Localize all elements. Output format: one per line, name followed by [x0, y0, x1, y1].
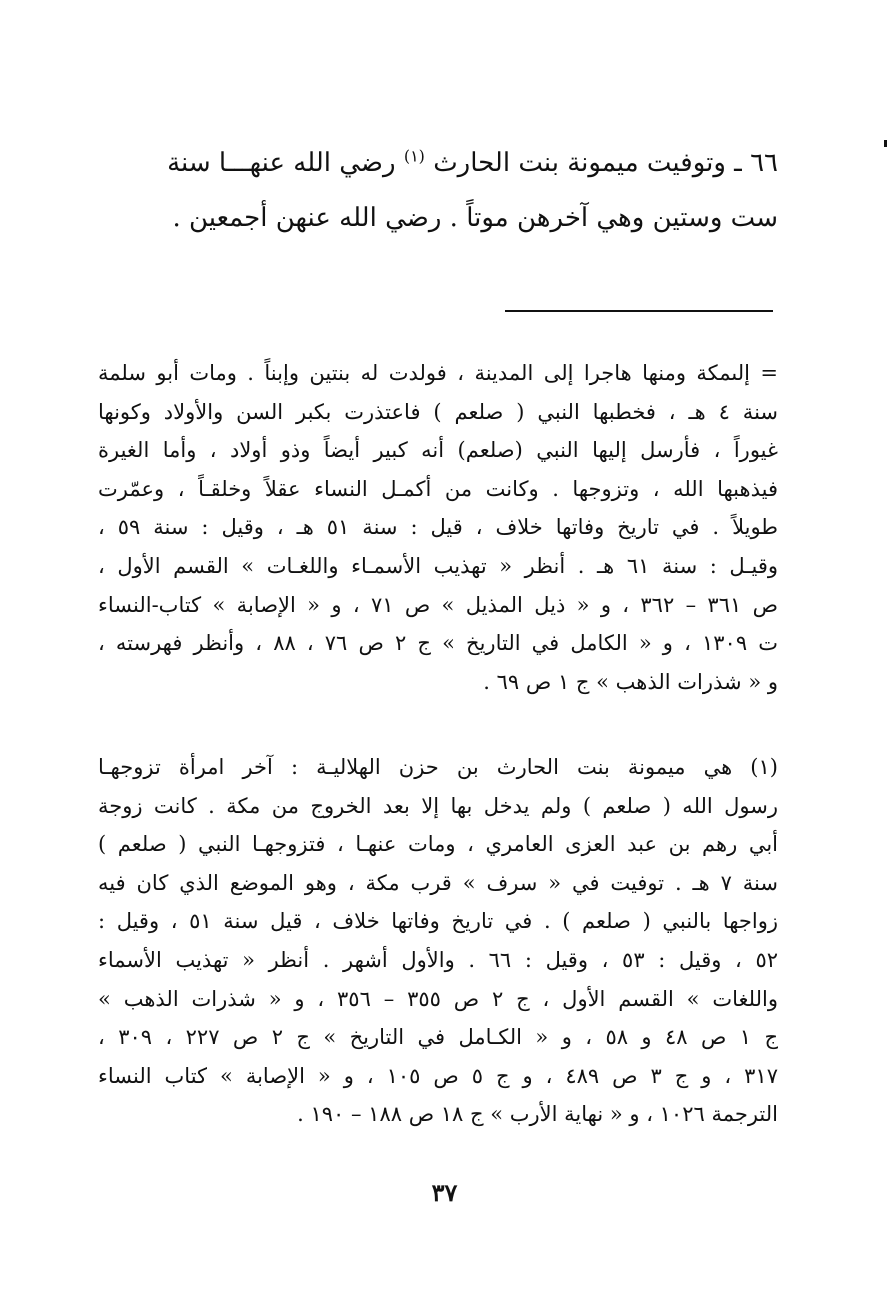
footnote-continuation	[98, 354, 778, 701]
footnote-continuation-line: = إلىمكة ومنها هاجرا إلى المدينة ، فولدت له بنتين وإبناً . ومات أبو سلمة	[98, 361, 778, 385]
footnote-1-line: واللغات » القسم الأول ، ج ٢ ص ٣٥٥ – ٣٥٦ ، و « شذرات الذهب »	[98, 986, 778, 1011]
footnote-separator	[505, 310, 773, 312]
footnote-1-line: سنة ٧ هـ . توفيت في « سرف » قرب مكة ، وهو الموضع الذي كان فيه	[98, 870, 778, 895]
page-number: ٣٧	[431, 1178, 458, 1207]
footnote-continuation-line: سنة ٤ هـ ، فخطبها النبي ( صلعم ) فاعتذرت بكبر السن والأولاد وكونها	[98, 399, 778, 424]
footnote-continuation-line: و « شذرات الذهب » ج ١ ص ٦٩ .	[483, 669, 778, 694]
footnote-continuation-line: ص ٣٦١ – ٣٦٢ ، و « ذيل المذيل » ص ٧١ ، و « الإصابة » كتاب-النساء	[98, 592, 778, 617]
footnote-1	[98, 748, 778, 1134]
main-line-1	[98, 136, 778, 191]
footnote-reference: (١)	[403, 146, 425, 166]
footnote-1-line: رسول الله ( صلعم ) ولم يدخل بها إلا بعد الخروج من مكة . كانت زوجة	[98, 793, 778, 818]
footnote-continuation-line: ت ١٣٠٩ ، و « الكامل في التاريخ » ج ٢ ص ٧٦ ، ٨٨ ، وأنظر فهرسته ،	[98, 631, 778, 656]
footnote-continuation-line: فيذهبها الله ، وتزوجها . وكانت من أكمـل النساء عقلاً وخلقـاً ، وعمّرت	[98, 476, 778, 501]
footnote-1-line: ٣١٧ ، و ج ٣ ص ٤٨٩ ، و ج ٥ ص ١٠٥ ، و « الإصابة » كتاب النساء	[98, 1063, 778, 1088]
footnote-continuation-line: غيوراً ، فأرسل إليها النبي (صلعم) أنه كبير أيضاً وذو أولاد ، وأما الغيرة	[98, 438, 778, 463]
main-paragraph	[98, 136, 778, 246]
footnote-1-line: ج ١ ص ٤٨ و ٥٨ ، و « الكـامل في التاريخ » ج ٢ ص ٢٢٧ ، ٣٠٩ ،	[98, 1025, 778, 1050]
footnote-continuation-line: وقيـل : سنة ٦١ هـ . أنظر « تهذيب الأسمـاء واللغـات » القسم الأول ،	[98, 553, 778, 578]
footnote-1-line: الترجمة ١٠٢٦ ، و « نهاية الأرب » ج ١٨ ص ١٨٨ – ١٩٠ .	[297, 1102, 778, 1127]
margin-mark	[884, 140, 887, 147]
footnote-1-line: زواجها بالنبي ( صلعم ) . في تاريخ وفاتها خلاف ، قيل سنة ٥١ ، وقيل :	[98, 909, 778, 934]
footnote-1-line: أبي رهم بن عبد العزى العامري ، ومات عنهـا ، فتزوجهـا النبي ( صلعم )	[98, 832, 778, 857]
footnote-continuation-line: طويلاً . في تاريخ وفاتها خلاف ، قيل : سنة ٥١ هـ ، وقيل : سنة ٥٩ ،	[98, 515, 778, 540]
main-line-1-end: رضي الله عنهـــا سنة	[167, 148, 396, 178]
footnote-1-line: ٥٢ ، وقيل : ٥٣ ، وقيل : ٦٦ . والأول أشهر . أنظر « تهذيب الأسماء	[98, 947, 778, 972]
footnote-1-line: (١) هي ميمونة بنت الحارث بن حزن الهلاليـة : آخر امرأة تزوجهـا	[98, 755, 778, 779]
main-line-2: ست وستين وهي آخرهن موتاً . رضي الله عنهن أجمعين .	[172, 203, 778, 233]
main-line-1-text: ٦٦ ـ وتوفيت ميمونة بنت الحارث	[433, 148, 778, 178]
